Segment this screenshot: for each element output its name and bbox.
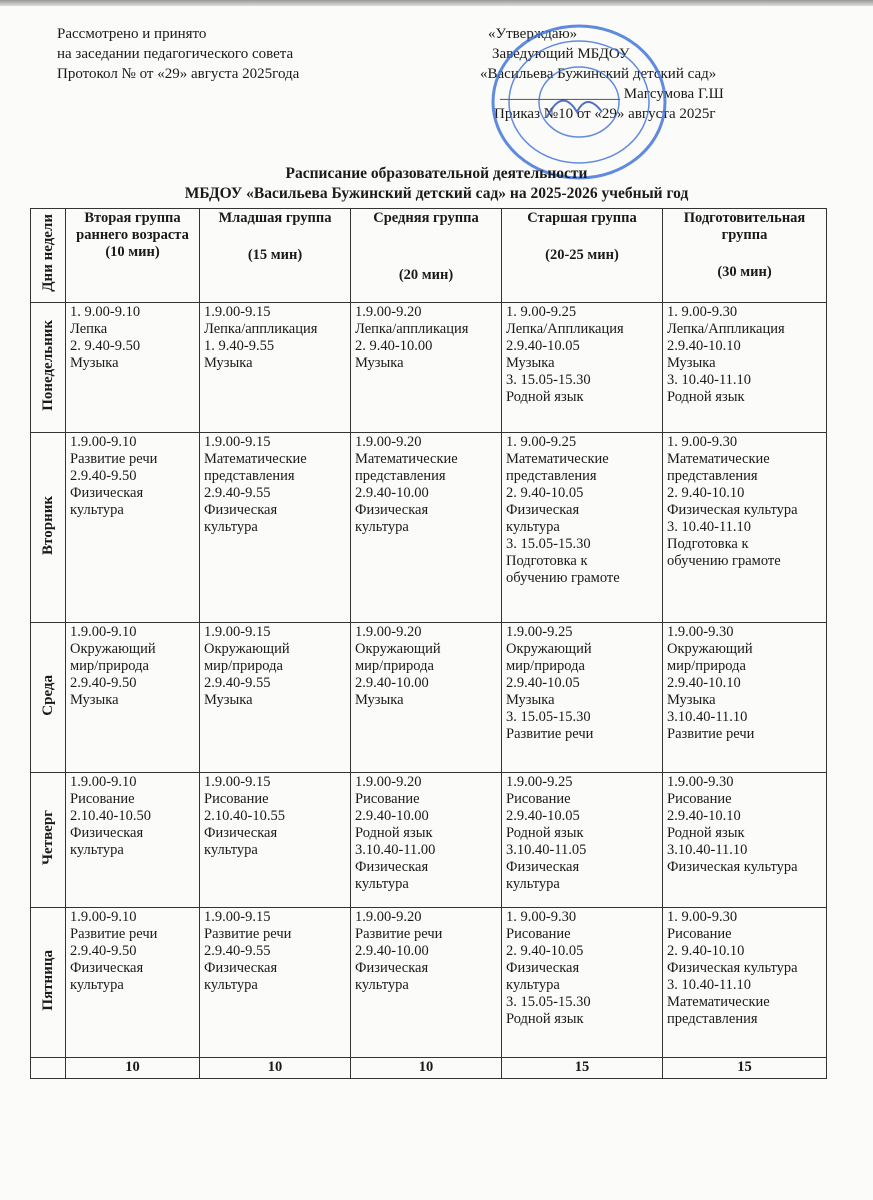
schedule-line: Рисование: [70, 791, 135, 807]
schedule-line: 1.9.00-9.15: [204, 624, 271, 640]
schedule-line: 2. 9.40-10.10: [667, 485, 745, 501]
schedule-line: 1.9.00-9.25: [506, 624, 573, 640]
schedule-line: культура: [204, 977, 258, 993]
day-cell: [31, 433, 66, 623]
schedule-cell: [200, 433, 351, 623]
schedule-line: Физическая: [70, 960, 144, 976]
schedule-line: 3.10.40-11.00: [355, 842, 436, 858]
approval-right-line: Приказ №10 от «29» августа 2025г: [494, 106, 716, 122]
schedule-line: Окружающий: [204, 641, 290, 657]
scan-edge: [0, 0, 873, 6]
schedule-line: 2.9.40-10.05: [506, 808, 580, 824]
schedule-cell: [663, 773, 827, 908]
schedule-line: Рисование: [667, 926, 732, 942]
approval-left-line: Протокол № от «29» августа 2025года: [57, 66, 300, 82]
schedule-line: Родной язык: [355, 825, 433, 841]
totals-label-cell: [31, 1058, 66, 1079]
schedule-line: 1.9.00-9.15: [204, 304, 271, 320]
schedule-line: 1.9.00-9.20: [355, 774, 422, 790]
schedule-line: 2. 9.40-10.00: [355, 338, 433, 354]
day-label: Понедельник: [39, 319, 56, 411]
approval-right-line: Заведующий МБДОУ: [492, 46, 630, 62]
schedule-line: 2.9.40-9.55: [204, 943, 271, 959]
total-cell: 10: [66, 1058, 200, 1079]
schedule-line: 1.9.00-9.10: [70, 624, 137, 640]
schedule-line: 2.10.40-10.50: [70, 808, 151, 824]
schedule-line: 1. 9.00-9.30: [667, 434, 738, 450]
schedule-line: Физическая культура: [667, 502, 798, 518]
schedule-line: Развитие речи: [70, 926, 158, 942]
schedule-cell: [200, 303, 351, 433]
document-title: Расписание образовательной деятельности: [285, 165, 588, 182]
schedule-line: культура: [506, 876, 560, 892]
schedule-line: Музыка: [667, 355, 716, 371]
schedule-line: 2.9.40-10.05: [506, 338, 580, 354]
schedule-line: Физическая: [204, 502, 278, 518]
day-row: [31, 303, 827, 433]
schedule-line: культура: [355, 519, 409, 535]
totals-row: [31, 1058, 827, 1079]
schedule-line: 1.9.00-9.20: [355, 624, 422, 640]
schedule-line: 2.9.40-10.10: [667, 808, 741, 824]
schedule-cell: [66, 773, 200, 908]
schedule-line: Математические: [667, 451, 770, 467]
schedule-cell: [502, 433, 663, 623]
schedule-line: Развитие речи: [667, 726, 755, 742]
day-cell: [31, 908, 66, 1058]
schedule-line: Подготовка к: [667, 536, 749, 552]
schedule-line: Окружающий: [70, 641, 156, 657]
schedule-line: мир/природа: [70, 658, 149, 674]
schedule-line: Окружающий: [355, 641, 441, 657]
schedule-line: 1.9.00-9.25: [506, 774, 573, 790]
approval-right-line: ________________ Магсумова Г.Ш: [500, 86, 724, 102]
schedule-line: мир/природа: [204, 658, 283, 674]
group-name: Старшая группа: [527, 210, 637, 226]
schedule-line: Физическая: [70, 825, 144, 841]
group-name: Средняя группа: [373, 210, 479, 226]
schedule-cell: [200, 908, 351, 1058]
schedule-cell: [351, 303, 502, 433]
schedule-line: Физическая: [355, 502, 429, 518]
schedule-line: 3.10.40-11.05: [506, 842, 587, 858]
approval-left-line: на заседании педагогического совета: [57, 46, 294, 62]
schedule-line: 3. 15.05-15.30: [506, 372, 591, 388]
schedule-line: Лепка: [70, 321, 108, 337]
schedule-cell: [66, 433, 200, 623]
day-label: Среда: [39, 674, 56, 716]
schedule-line: Рисование: [355, 791, 420, 807]
schedule-line: культура: [70, 977, 124, 993]
schedule-line: культура: [70, 842, 124, 858]
schedule-line: Подготовка к: [506, 553, 588, 569]
schedule-line: 1.9.00-9.30: [667, 774, 734, 790]
schedule-line: представления: [506, 468, 597, 484]
schedule-line: Музыка: [506, 692, 555, 708]
schedule-cell: [351, 773, 502, 908]
total-cell: 15: [663, 1058, 827, 1079]
schedule-cell: [200, 773, 351, 908]
schedule-line: культура: [355, 876, 409, 892]
schedule-line: 1. 9.00-9.30: [506, 909, 577, 925]
schedule-line: Физическая: [204, 960, 278, 976]
schedule-line: мир/природа: [355, 658, 434, 674]
schedule-line: Физическая: [506, 960, 580, 976]
schedule-line: культура: [70, 502, 124, 518]
schedule-line: обучению грамоте: [506, 570, 620, 586]
schedule-line: 2.9.40-10.10: [667, 338, 741, 354]
day-cell: [31, 773, 66, 908]
schedule-line: Родной язык: [506, 389, 584, 405]
schedule-line: 2.9.40-9.50: [70, 943, 137, 959]
schedule-line: 2. 9.40-10.05: [506, 943, 584, 959]
schedule-line: 3.10.40-11.10: [667, 842, 748, 858]
schedule-line: Физическая: [506, 859, 580, 875]
day-row: [31, 908, 827, 1058]
schedule-line: 3. 10.40-11.10: [667, 372, 752, 388]
day-row: [31, 433, 827, 623]
approval-left: [57, 24, 299, 84]
total-cell: 10: [200, 1058, 351, 1079]
schedule-line: Окружающий: [506, 641, 592, 657]
schedule-line: 2.9.40-10.05: [506, 675, 580, 691]
schedule-line: 2.9.40-10.00: [355, 808, 429, 824]
group-duration: (20 мин): [398, 267, 454, 283]
schedule-line: 1. 9.00-9.25: [506, 304, 577, 320]
schedule-line: 3. 15.05-15.30: [506, 536, 591, 552]
schedule-line: 2.9.40-9.50: [70, 468, 137, 484]
schedule-line: 1.9.00-9.10: [70, 774, 137, 790]
schedule-line: 1.9.00-9.30: [667, 624, 734, 640]
schedule-line: 3. 10.40-11.10: [667, 977, 752, 993]
day-label: Четверг: [39, 810, 56, 865]
schedule-line: Развитие речи: [70, 451, 158, 467]
schedule-line: Физическая культура: [667, 859, 798, 875]
schedule-line: 2.9.40-10.10: [667, 675, 741, 691]
schedule-line: Физическая культура: [667, 960, 798, 976]
schedule-line: 1.9.00-9.15: [204, 909, 271, 925]
schedule-line: 2. 9.40-10.05: [506, 485, 584, 501]
schedule-line: культура: [506, 519, 560, 535]
schedule-cell: [502, 623, 663, 773]
total-cell: 10: [351, 1058, 502, 1079]
schedule-cell: [663, 623, 827, 773]
approval-left-line: Рассмотрено и принято: [57, 26, 207, 42]
schedule-cell: [663, 433, 827, 623]
schedule-cell: [351, 623, 502, 773]
schedule-cell: [200, 623, 351, 773]
schedule-line: Лепка/Аппликация: [667, 321, 785, 337]
days-header: [31, 209, 66, 303]
schedule-line: Музыка: [204, 355, 253, 371]
schedule-line: обучению грамоте: [667, 553, 781, 569]
schedule-line: Лепка/Аппликация: [506, 321, 624, 337]
schedule-line: Родной язык: [667, 389, 745, 405]
schedule-line: представления: [667, 468, 758, 484]
schedule-line: представления: [204, 468, 295, 484]
schedule-cell: [502, 773, 663, 908]
day-row: [31, 623, 827, 773]
schedule-cell: [66, 303, 200, 433]
schedule-line: 1. 9.40-9.55: [204, 338, 275, 354]
day-label: Вторник: [39, 495, 56, 555]
schedule-line: Развитие речи: [355, 926, 443, 942]
schedule-line: Математические: [204, 451, 307, 467]
schedule-line: Развитие речи: [204, 926, 292, 942]
schedule-line: 2.9.40-9.50: [70, 675, 137, 691]
schedule-line: Физическая: [506, 502, 580, 518]
schedule-line: 1. 9.00-9.30: [667, 304, 738, 320]
schedule-line: Рисование: [667, 791, 732, 807]
schedule-cell: [351, 908, 502, 1058]
schedule-line: 1.9.00-9.15: [204, 434, 271, 450]
group-name: Младшая группа: [218, 210, 332, 226]
schedule-line: 1.9.00-9.15: [204, 774, 271, 790]
schedule-line: 3. 15.05-15.30: [506, 994, 591, 1010]
group-name: Подготовительная группа: [683, 210, 806, 243]
schedule-line: Физическая: [355, 960, 429, 976]
schedule-line: 2.9.40-9.55: [204, 675, 271, 691]
schedule-line: Музыка: [70, 355, 119, 371]
schedule-line: Музыка: [355, 355, 404, 371]
schedule-line: культура: [506, 977, 560, 993]
schedule-line: Математические: [667, 994, 770, 1010]
schedule-line: 3. 10.40-11.10: [667, 519, 752, 535]
schedule-line: Родной язык: [667, 825, 745, 841]
schedule-line: Музыка: [70, 692, 119, 708]
schedule-line: Физическая: [355, 859, 429, 875]
schedule-line: 2.9.40-9.55: [204, 485, 271, 501]
schedule-line: 2.9.40-10.00: [355, 943, 429, 959]
day-cell: [31, 303, 66, 433]
schedule-cell: [66, 908, 200, 1058]
schedule-cell: [502, 303, 663, 433]
schedule-line: Родной язык: [506, 825, 584, 841]
schedule-line: представления: [355, 468, 446, 484]
schedule-line: Музыка: [204, 692, 253, 708]
approval-right-line: «Васильева Бужинский детский сад»: [480, 66, 717, 82]
schedule-line: культура: [204, 519, 258, 535]
day-label: Пятница: [39, 949, 56, 1011]
schedule-line: 2. 9.40-9.50: [70, 338, 141, 354]
group-header: [66, 209, 200, 303]
schedule-line: Рисование: [506, 926, 571, 942]
schedule-line: 1. 9.00-9.10: [70, 304, 141, 320]
approval-right-line: «Утверждаю»: [488, 26, 578, 42]
group-header: [502, 209, 663, 303]
schedule-line: 3.10.40-11.10: [667, 709, 748, 725]
schedule-table: [30, 208, 827, 1079]
schedule-cell: [351, 433, 502, 623]
official-stamp-icon: [487, 22, 672, 182]
group-duration: (15 мин): [247, 247, 303, 263]
schedule-line: Родной язык: [506, 1011, 584, 1027]
schedule-line: Лепка/аппликация: [355, 321, 469, 337]
schedule-cell: [502, 908, 663, 1058]
schedule-line: культура: [355, 977, 409, 993]
group-header: [200, 209, 351, 303]
schedule-line: Музыка: [667, 692, 716, 708]
schedule-cell: [66, 623, 200, 773]
group-duration: (10 мин): [105, 244, 160, 260]
schedule-line: культура: [204, 842, 258, 858]
group-header: [351, 209, 502, 303]
schedule-line: Физическая: [204, 825, 278, 841]
schedule-line: мир/природа: [506, 658, 585, 674]
schedule-line: Физическая: [70, 485, 144, 501]
group-name: Вторая группа раннего возраста: [76, 210, 189, 243]
schedule-line: представления: [667, 1011, 758, 1027]
schedule-line: 1. 9.00-9.25: [506, 434, 577, 450]
schedule-line: 1.9.00-9.10: [70, 434, 137, 450]
schedule-line: мир/природа: [667, 658, 746, 674]
total-cell: 15: [502, 1058, 663, 1079]
schedule-line: 2.10.40-10.55: [204, 808, 285, 824]
schedule-line: Рисование: [204, 791, 269, 807]
schedule-line: Музыка: [506, 355, 555, 371]
schedule-line: Развитие речи: [506, 726, 594, 742]
schedule-line: 3. 15.05-15.30: [506, 709, 591, 725]
schedule-line: 1. 9.00-9.30: [667, 909, 738, 925]
days-header-label: Дни недели: [39, 214, 56, 292]
schedule-line: 1.9.00-9.10: [70, 909, 137, 925]
schedule-line: 2.9.40-10.00: [355, 485, 429, 501]
header-row: [31, 209, 827, 303]
schedule-line: Математические: [506, 451, 609, 467]
group-duration: (30 мин): [717, 264, 772, 280]
schedule-line: 2.9.40-10.00: [355, 675, 429, 691]
schedule-cell: [663, 908, 827, 1058]
schedule-line: 1.9.00-9.20: [355, 304, 422, 320]
schedule-line: 2. 9.40-10.10: [667, 943, 745, 959]
schedule-line: Рисование: [506, 791, 571, 807]
day-cell: [31, 623, 66, 773]
schedule-line: Окружающий: [667, 641, 753, 657]
schedule-line: Музыка: [355, 692, 404, 708]
group-header: [663, 209, 827, 303]
schedule-line: Математические: [355, 451, 458, 467]
day-row: [31, 773, 827, 908]
schedule-cell: [663, 303, 827, 433]
schedule-line: 1.9.00-9.20: [355, 434, 422, 450]
group-duration: (20-25 мин): [545, 247, 619, 263]
schedule-line: Лепка/аппликация: [204, 321, 318, 337]
schedule-line: 1.9.00-9.20: [355, 909, 422, 925]
document-subtitle: МБДОУ «Васильева Бужинский детский сад» на 2025-2026 учебный год: [184, 185, 689, 202]
